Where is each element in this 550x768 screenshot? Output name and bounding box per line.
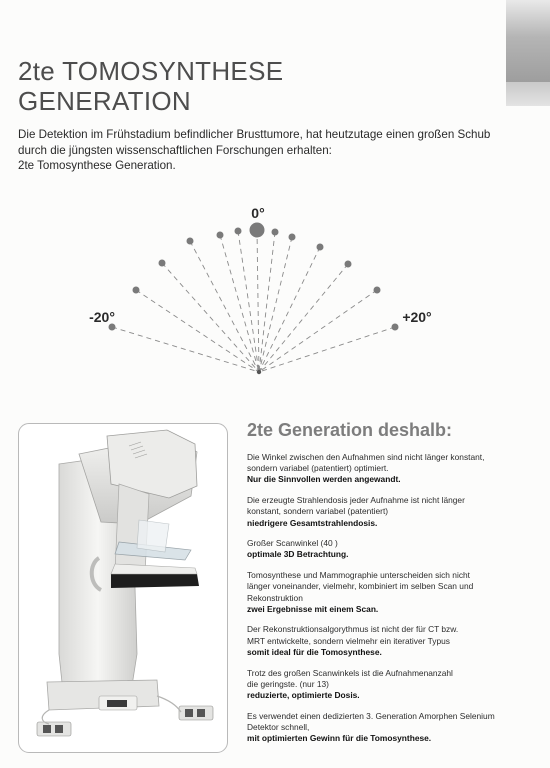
feature-highlight: Nur die Sinnvollen werden angewandt. [247, 474, 401, 485]
projection-ray [259, 232, 275, 372]
feature-highlight: mit optimierten Gewinn für die Tomosynthese. [247, 733, 432, 744]
feature-item [247, 495, 532, 529]
projection-ray [112, 327, 259, 372]
feature-description: Großer Scanwinkel (40 ) [247, 538, 338, 549]
feature-description: Der Rekonstruktionsalgorythmus ist nicht der für CT bzw. MRT entwickelte, sondern vielmehr ein iterativer Typus [247, 624, 459, 646]
feature-item [247, 624, 532, 658]
projection-ray [220, 235, 259, 372]
source-position [272, 229, 279, 236]
feature-description: Tomosynthese und Mammographie unterscheiden sich nicht länger voneinander, vielmehr, kombiniert im selben Scan und Rekonstruktion [247, 570, 474, 603]
feature-description: Die erzeugte Strahlendosis jeder Aufnahme ist nicht länger konstant, sondern variabel (patentiert) [247, 495, 465, 517]
projection-ray [238, 231, 259, 372]
angle-label-right: +20° [402, 309, 432, 325]
projection-ray [257, 230, 259, 372]
source-position-center [250, 223, 265, 238]
source-position [217, 232, 224, 239]
feature-item [247, 538, 532, 560]
tomosynthesis-angle-diagram [0, 195, 550, 385]
projection-ray [136, 290, 259, 372]
source-position [187, 238, 194, 245]
feature-item [247, 668, 532, 702]
feature-item [247, 570, 532, 615]
angle-label-left: -20° [89, 309, 115, 325]
feature-highlight: reduzierte, optimierte Dosis. [247, 689, 360, 700]
source-position [392, 324, 399, 331]
mammography-unit-image [19, 424, 227, 752]
feature-highlight: zwei Ergebnisse mit einem Scan. [247, 603, 379, 614]
page-title: 2te TOMOSYNTHESE GENERATION [18, 56, 284, 116]
feature-highlight: niedrigere Gesamtstrahlendosis. [247, 517, 378, 528]
angle-label-center: 0° [251, 205, 265, 221]
projection-rays [112, 230, 395, 372]
source-position [289, 234, 296, 241]
feature-highlight: optimale 3D Betrachtung. [247, 549, 349, 560]
source-positions [109, 223, 399, 331]
source-position [317, 244, 324, 251]
feature-highlight: somit ideal für die Tomosynthese. [247, 646, 382, 657]
corner-page-tab-lower [506, 82, 550, 106]
feature-description: Die Winkel zwischen den Aufnahmen sind nicht länger konstant, sondern variabel (patentiert) optimiert. [247, 452, 485, 474]
source-position [133, 287, 140, 294]
focal-point [257, 370, 261, 374]
source-position [235, 228, 242, 235]
feature-item [247, 711, 532, 745]
corner-page-tab [506, 0, 550, 82]
projection-ray [259, 327, 395, 372]
device-photo-frame [18, 423, 228, 753]
feature-list [247, 452, 532, 754]
intro-paragraph: Die Detektion im Frühstadium befindlicher Brusttumore, hat heutzutage einen großen Schub durch die jüngsten wissenschaftlichen Forschungen erhalten: 2te Tomosynthese Generation. [18, 128, 491, 172]
source-position [159, 260, 166, 267]
source-position [374, 287, 381, 294]
feature-description: Trotz des großen Scanwinkels ist die Aufnahmenanzahl die geringste. (nur 13) [247, 667, 453, 689]
source-position [345, 261, 352, 268]
feature-item [247, 452, 532, 486]
projection-ray [259, 237, 292, 372]
section-title: 2te Generation deshalb: [247, 420, 453, 440]
projection-ray [259, 290, 377, 372]
feature-description: Es verwendet einen dedizierten 3. Generation Amorphen Selenium Detektor schnell, [247, 710, 495, 732]
